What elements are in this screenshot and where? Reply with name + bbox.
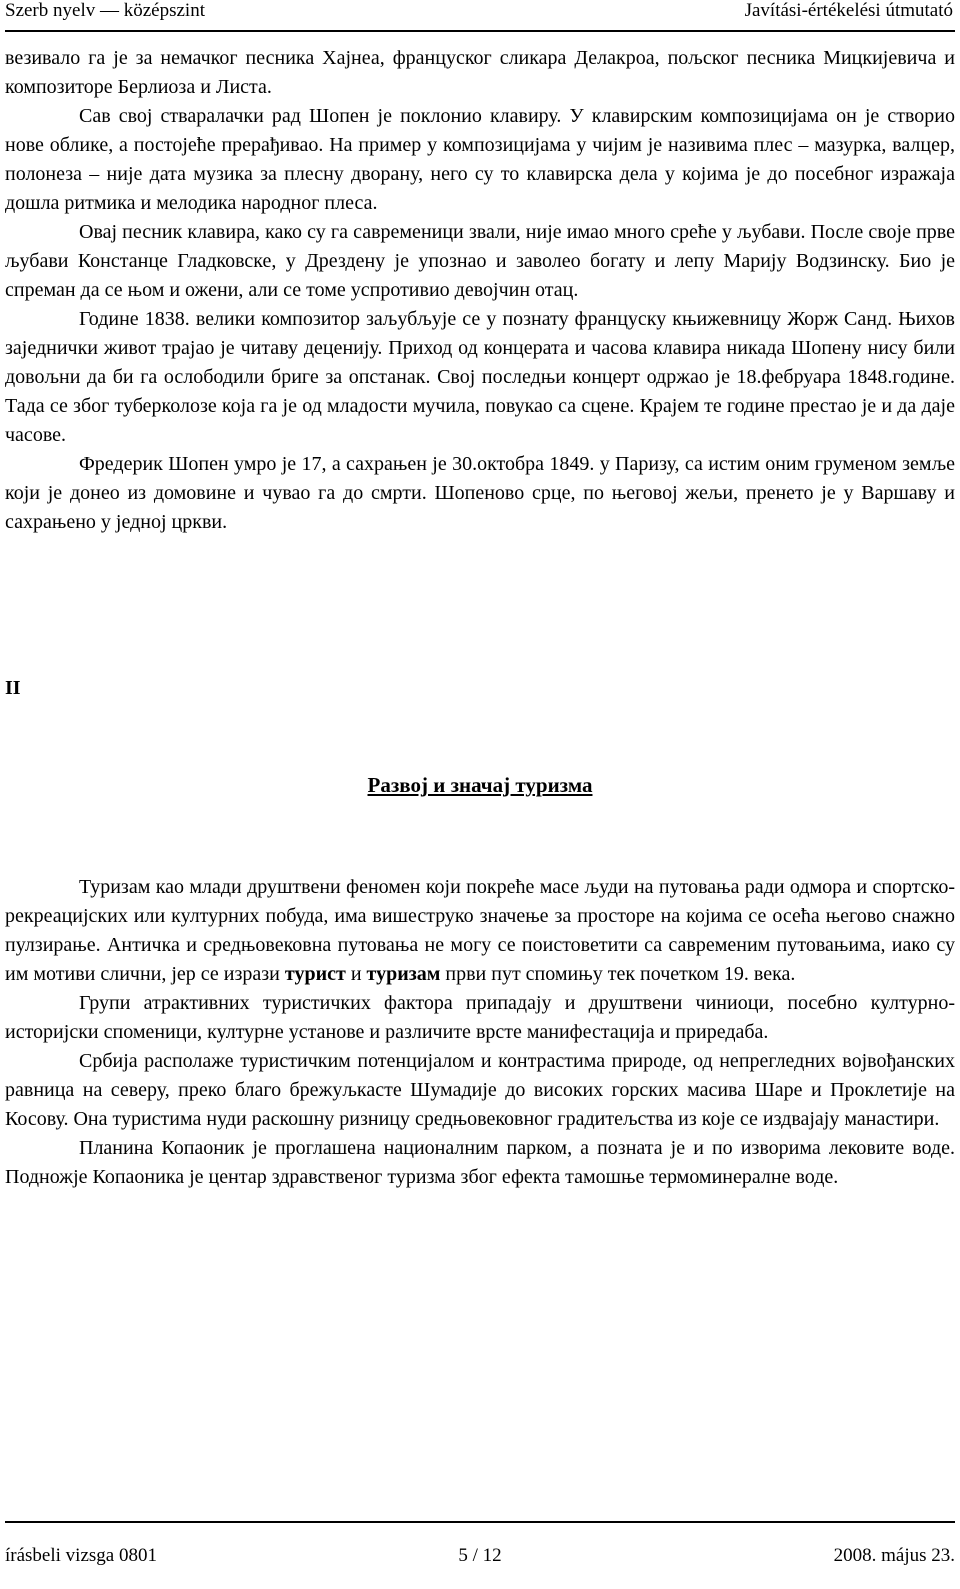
header-subject: Szerb nyelv — középszint xyxy=(5,0,205,21)
paragraph: Србија располаже туристичким потенцијалом и контрастима природе, од непрегледних војвођанских равница на северу, преко благо брежуљкасте Шумадије до високих горских масива Шаре и Проклетије на Косову. Она туристима нуди раскошну ризницу средњовековног градитељства из које се издвајају манастири. xyxy=(5,1050,955,1130)
footer-page-number: 5 / 12 xyxy=(458,1545,502,1566)
bold-term: турист xyxy=(284,963,346,985)
paragraph: Овај песник клавира, како су га савременици звали, није имао много среће у љубави. После своје прве љубави Констанце Гладковске, у Дрездену је упознао и заволео богату и лепу Марију Водзинску. Био је спреман да се њом и ожени, али се томе успротивио девојчин отац. xyxy=(5,221,955,301)
paragraph xyxy=(5,873,955,989)
paragraph: Године 1838. велики композитор заљубљује се у познату француску књижевницу Жорж Санд. Њихов заједнички живот трајао је читаву деценију. Приход од концерата и часова клавира никада Шопену нису били довољни да би га ослободили бриге за опстанак. Свој последњи концерт одржао је 18.фебруара 1848.године. Тада се због туберколозе која га је од младости мучила, повукао са сцене. Крајем те године престао је и да даје часове. xyxy=(5,308,955,446)
text-run: Туризам као млади друштвени феномен који покреће масе људи на путовања ради одмора и спортско-рекреацијских или културних побуда, има вишеструко значење за просторе на којима се осећа његово снажно пулзирање. Античка и средњовековна путовања не могу се поистоветити са савременим путовањима, иако су им мотиви слични, јер се изрази xyxy=(5,876,955,985)
page-header xyxy=(5,0,953,34)
text-run: и xyxy=(345,963,367,985)
bold-term: туризам xyxy=(366,963,441,985)
paragraph: везивало га је за немачког песника Хајнеа, француског сликара Делакроа, пољског песника Мицкијевича и композиторе Берлиоза и Листа. xyxy=(5,47,955,98)
footer-exam-code: írásbeli vizsga 0801 xyxy=(5,1545,157,1566)
paragraph: Групи атрактивних туристичких фактора припадају и друштвени чиниоци, посебно културно-историјски споменици, културне установе и различите врсте манифестација и приредаба. xyxy=(5,992,955,1043)
footer-rule xyxy=(5,1521,955,1523)
paragraph: Сав свој стваралачки рад Шопен је поклонио клавиру. У клавирским композицијама он је створио нове облике, а постојеће прерађивао. На пример у композицијама у чијим је називима плес – мазурка, валцер, полонеза – није дата музика за плесну дворану, него су то клавирска дела у којима је до посебног изражаја дошла ритмика и мелодика народног плеса. xyxy=(5,105,955,214)
paragraph: Фредерик Шопен умро је 17, а сахрањен је 30.октобра 1849. у Паризу, са истим оним груменом земље који је донео из домовине и чувао га до смрти. Шопеново срце, по његовој жељи, пренето је у Варшаву и сахрањено у једној цркви. xyxy=(5,453,955,533)
header-rule xyxy=(5,30,955,32)
section-label: II xyxy=(5,677,21,699)
essay-title: Развој и значај туризма xyxy=(367,773,593,797)
part2-text xyxy=(5,873,955,1192)
part1-text xyxy=(5,44,955,537)
footer-date: 2008. május 23. xyxy=(833,1545,955,1566)
header-guide-title: Javítási-értékelési útmutató xyxy=(744,0,953,21)
text-run: први пут спомињу тек почетком 19. века. xyxy=(440,963,796,985)
paragraph: Планина Копаоник је проглашена националним парком, а позната је и по изворима лековите воде. Подножје Копаоника је центар здравственог туризма због ефекта тамошње термоминералне воде. xyxy=(5,1137,955,1188)
